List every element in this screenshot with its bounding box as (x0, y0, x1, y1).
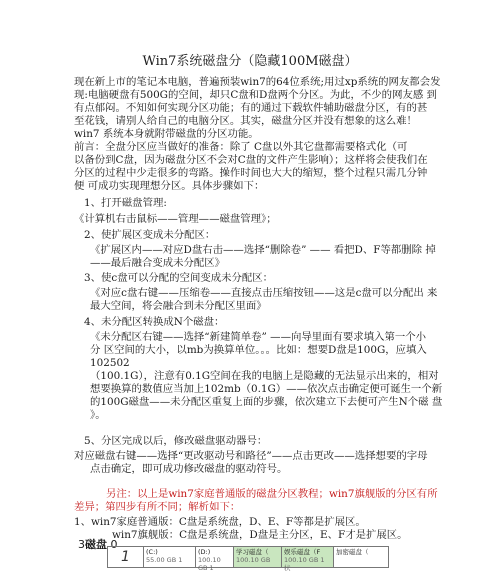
step-2-text: 《扩展区内——对应D盘右击——选择“删除卷” —— 看把D、F等都删除 掉 (90, 244, 436, 256)
partition-study-label: 学习磁盘（ (236, 548, 269, 556)
step-5-text: 点击确定，即可成功修改磁盘的驱动符号。 (90, 463, 288, 475)
step-1-line: 《计算机右击鼠标——管理——磁盘管理》； (74, 213, 277, 225)
disk-number: 1 (108, 547, 144, 567)
step-2-text: ——最后融合变成未分配区》 (90, 257, 226, 269)
intro-line: 现:电脑硬盘有500G的空间，却只C盘和D盘两个分区。为此，不少的网友感 到 (74, 89, 437, 101)
note-line: 差异；第四步有所不同；解析如下： (74, 501, 241, 513)
step-4-heading: 4、未分配区转换成N个磁盘： (84, 316, 225, 328)
partition-entertainment-size: 100.10 GB 1 状 (284, 556, 325, 572)
step-5-heading: 5、分区完成以后，修改磁盘驱动器号： (84, 435, 268, 447)
intro-line: 现在新上市的笔记本电脑，普遍预装win7的64位系统;用过xp系统的网友都会发 (74, 76, 441, 88)
partition-entertainment[interactable] (282, 547, 334, 572)
step-5-body (74, 450, 434, 476)
partition-c-label: (C:) (146, 548, 158, 556)
step-4-body (90, 331, 443, 422)
step-4-text: 想要换算的数值应当加上102mb（0.1G）——依次点击确定便可诞生一个新 (90, 383, 443, 395)
step-4-text: 》。 (90, 409, 106, 421)
partition-entertainment-label: 娱乐磁盘（F (284, 548, 321, 556)
intro-line: 便 可成功实现理想分区。具体步骤如下： (74, 180, 265, 192)
step-1-heading: 1、打开磁盘管理: (84, 197, 167, 209)
step-4-text: 102502 (90, 357, 130, 369)
document-title: Win7系统磁盘分（隐藏100M磁盘） (142, 54, 358, 69)
step-4-text: （100.1G），注意有0.1G空间在我的电脑上是隐藏的无法显示出来的，相对 (90, 370, 439, 382)
intro-line: 至花钱，请别人给自己的电脑分区。其实，磁盘分区并没有想象的这么难！ (74, 115, 417, 127)
step-2-line (90, 244, 434, 270)
step-2-heading: 2、使扩展区变成未分配区： (84, 229, 216, 241)
partition-study-size: 100.10 GB (236, 556, 271, 564)
step-4-text: 《未分配区右键——选择“新建简单卷” ——向导里面有要求填入第一个小 (90, 331, 427, 343)
intro-line: win7 系统本身就附带磁盘的分区功能。 (74, 128, 259, 140)
partition-d[interactable] (196, 547, 234, 572)
step-3-heading: 3、使c盘可以分配的空间变成未分配区： (84, 272, 274, 284)
disk-figure-suffix: 0 (107, 538, 118, 551)
partition-d-size: 100.10 GB 1 (198, 556, 221, 572)
intro-line: 有点郁闷。不知如何实现分区功能；有的通过下载软件辅助磁盘分区，有的甚 (74, 102, 428, 114)
disk-partition-table (107, 546, 389, 572)
step-4-text: 分 区空间的大小，以mb为换算单位。。。比如：想要D盘是100G，应填入 (90, 344, 427, 356)
comparison-line: 1、win7家庭普通版：C盘是系统盘，D、E、F等都是扩展区。 (74, 516, 366, 528)
intro-line: 以备份到C盘，因为磁盘分区不会对C盘的文件产生影响）；这样将会使我们在 (74, 154, 428, 166)
partition-c-size: 55.00 GB 1 (146, 556, 183, 564)
partition-encrypted-label: 加密磁盘（ (336, 548, 369, 556)
intro-line: 分区的过程中少走很多的弯路。操作时间也大大的缩短，整个过程只需几分钟 (74, 167, 428, 179)
comparison-line: win7旗舰版：C盘是系统盘，D盘是主分区，E、F才是扩展区。 (112, 529, 408, 541)
disk-figure-prefix: 3 (78, 538, 85, 551)
step-3-text: 《对应c盘右键——压缩卷——直接点击压缩按钮——这是c盘可以分配出 来 (90, 287, 438, 299)
step-3-text: 最大空间，将会融合到未分配区里面》 (90, 300, 267, 312)
partition-study[interactable] (234, 547, 282, 567)
partition-encrypted[interactable] (334, 547, 388, 567)
partition-d-label: (D:) (198, 548, 211, 556)
note-line: 另注：以上是win7家庭普通版的磁盘分区教程；win7旗舰版的分区有所 (106, 488, 438, 500)
intro-paragraph (74, 76, 441, 193)
step-5-text: 对应磁盘右键——选择“更改驱动号和路径”——点击更改——选择想要的字母 (74, 450, 428, 462)
step-4-text: 的100G磁盘——未分配区重复上面的步骤，依次建立下去便可产生N个磁 盘 (90, 396, 443, 408)
intro-line: 前言：全盘分区应当做好的准备：除了 C盘以外其它盘都需要格式化（可 (74, 141, 408, 153)
step-3-line (90, 287, 438, 313)
comparison-block (74, 503, 434, 542)
disk-figure-label: 磁盘 (85, 538, 107, 551)
partition-c[interactable] (144, 547, 196, 567)
